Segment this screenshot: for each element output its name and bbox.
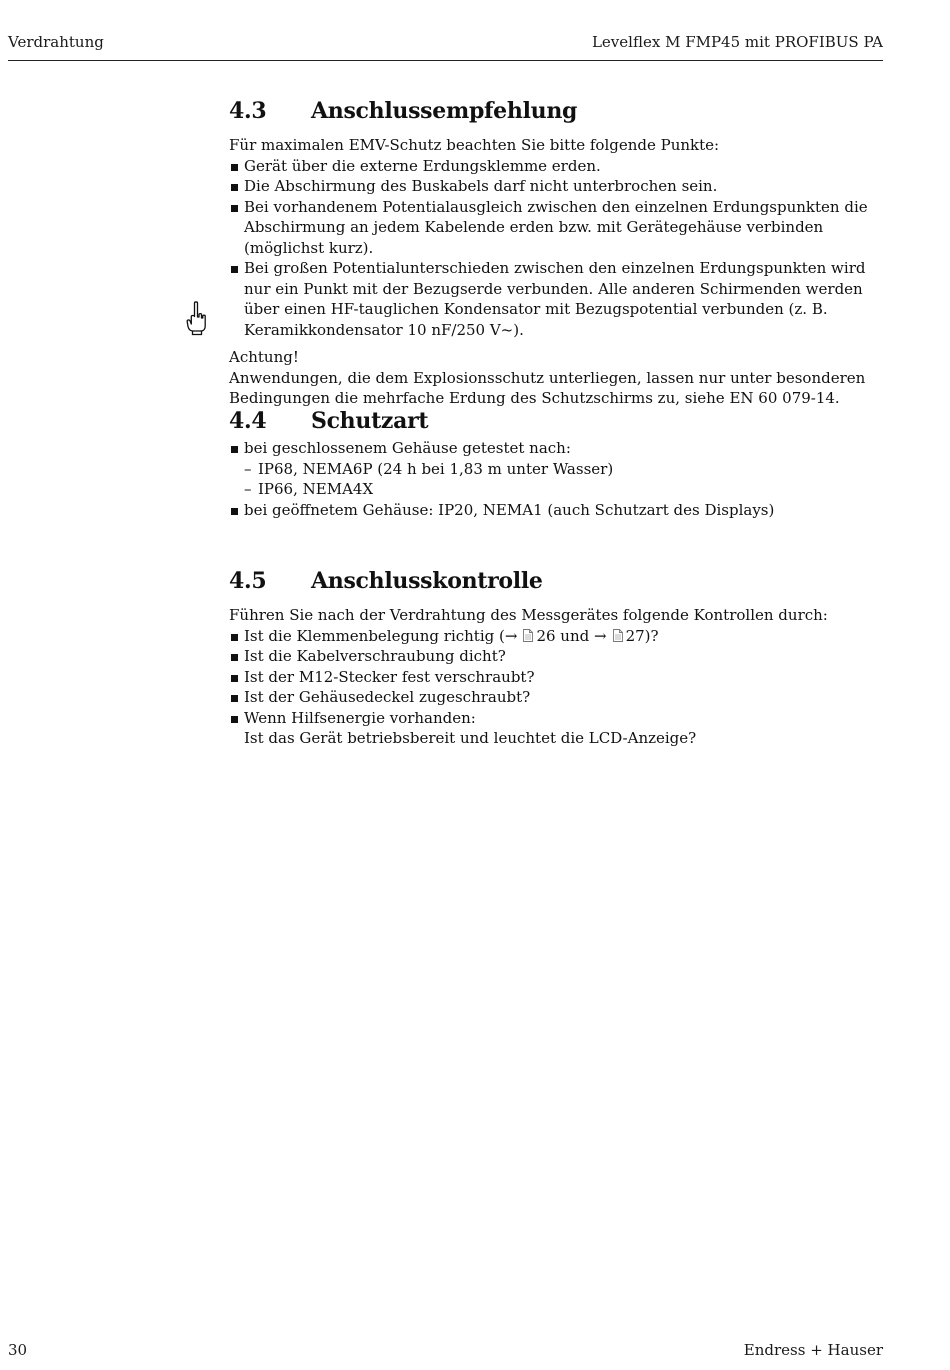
list-item xyxy=(229,708,889,749)
section-title: Anschlusskontrolle xyxy=(311,568,543,594)
list-item: Bei vorhandenem Potentialausgleich zwischen den einzelnen Erdungspunkten die Abschirmung an jedem Kabelende erden bzw. mit Gerätegehäuse verbinden (möglichst kurz). xyxy=(229,197,889,259)
caution-text: Anwendungen, die dem Explosionsschutz unterliegen, lassen nur unter besonderen Bedingungen die mehrfache Erdung des Schutzschirms zu, siehe EN 60 079-14. xyxy=(229,368,866,407)
section-heading xyxy=(229,404,889,438)
checklist xyxy=(229,626,889,749)
section-anschlussempfehlung xyxy=(229,94,889,409)
arrow-icon: → xyxy=(504,626,518,645)
bullet-list xyxy=(229,438,889,520)
section-title: Schutzart xyxy=(311,408,429,434)
list-item-text: Wenn Hilfsenergie vorhanden: xyxy=(244,708,476,727)
section-intro: Führen Sie nach der Verdrahtung des Messgerätes folgende Kontrollen durch: xyxy=(229,606,828,624)
list-item-continuation: Ist das Gerät betriebsbereit und leuchtet die LCD-Anzeige? xyxy=(244,729,697,747)
arrow-icon: → xyxy=(594,626,607,645)
page-icon xyxy=(523,629,533,642)
section-schutzart xyxy=(229,404,889,520)
running-header-product: Levelflex M FMP45 mit PROFIBUS PA xyxy=(591,33,883,51)
sub-list-item: – IP66, NEMA4X xyxy=(244,479,889,500)
page-reference: 27 xyxy=(625,626,645,645)
sub-list xyxy=(244,459,889,500)
list-item: Ist die Klemmenbelegung richtig (→ 26 und → 27)? xyxy=(229,626,889,647)
sub-list-item: – IP68, NEMA6P (24 h bei 1,83 m unter Wasser) xyxy=(244,459,889,480)
list-item: Ist die Kabelverschraubung dicht? xyxy=(229,646,889,667)
running-header-chapter: Verdrahtung xyxy=(8,33,104,51)
section-heading xyxy=(229,564,889,598)
list-item: bei geöffnetem Gehäuse: IP20, NEMA1 (auch Schutzart des Displays) xyxy=(229,500,889,521)
list-item: Gerät über die externe Erdungsklemme erden. xyxy=(229,156,889,177)
page-number: 30 xyxy=(8,1341,28,1359)
section-intro: Für maximalen EMV-Schutz beachten Sie bitte folgende Punkte: xyxy=(229,136,720,154)
list-item: Die Abschirmung des Buskabels darf nicht unterbrochen sein. xyxy=(229,176,889,197)
section-heading xyxy=(229,94,889,128)
bullet-list xyxy=(229,156,889,341)
list-item: Ist der M12-Stecker fest verschraubt? xyxy=(229,667,889,688)
pointing-hand-icon xyxy=(184,300,208,336)
list-item: Ist der Gehäusedeckel zugeschraubt? xyxy=(229,687,889,708)
list-item-text: bei geschlossenem Gehäuse getestet nach: xyxy=(244,439,571,457)
header-divider xyxy=(8,60,883,61)
section-number: 4.4 xyxy=(229,408,267,434)
page-reference: 26 xyxy=(536,626,556,645)
brand-name: Endress + Hauser xyxy=(743,1341,883,1359)
page-icon xyxy=(613,629,623,642)
section-number: 4.3 xyxy=(229,98,267,124)
section-anschlusskontrolle xyxy=(229,564,889,749)
list-item xyxy=(229,438,889,500)
section-title: Anschlussempfehlung xyxy=(311,98,578,124)
caution-label: Achtung! xyxy=(229,348,299,366)
section-number: 4.5 xyxy=(229,568,267,594)
list-item: Bei großen Potentialunterschieden zwischen den einzelnen Erdungspunkten wird nur ein Punkt mit der Bezugserde verbunden. Alle anderen Schirmenden werden über einen HF-tauglichen Kondensator mit Bezugspotential verbunden (z. B. Keramikkondensator 10 nF/250 V~). xyxy=(229,258,889,340)
